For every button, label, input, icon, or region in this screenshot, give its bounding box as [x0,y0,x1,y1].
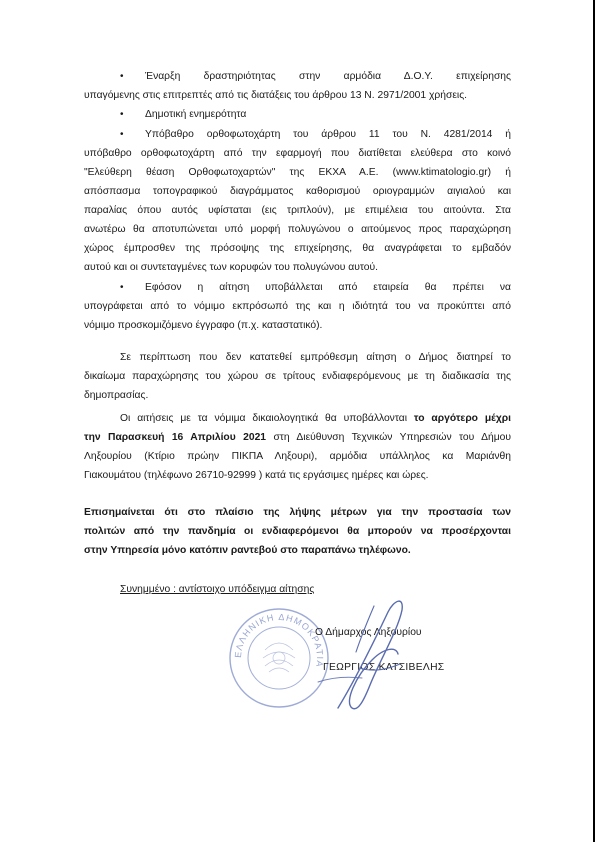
body-line: υπογράφεται από το νόμιμο εκπρόσωπό της και η ιδιότητά του να προκύπτει από [84,301,511,312]
body-line: Γιακουμάτου (τηλέφωνο 26710-92999 ) κατά τις εργάσιμες ημέρες και ώρες. [84,470,429,481]
svg-text:ΕΛΛΗΝΙΚΗ ΔΗΜΟΚΡΑΤΙΑ: ΕΛΛΗΝΙΚΗ ΔΗΜΟΚΡΑΤΙΑ [232,611,326,669]
body-line [120,412,511,425]
body-line: δημοπρασίας. [84,390,149,401]
body-line: δικαίωμα παραχώρησης του χώρου σε τρίτους ενδιαφερόμενους με τη διαδικασία της [84,371,511,382]
body-line: Εφόσον η αίτηση υποβάλλεται από εταιρεία θα πρέπει να [145,282,511,293]
body-line: υπαγόμενης στις επιτρεπτές από τις διατάξεις του άρθρου 13 Ν. 2971/2001 χρήσεις. [84,90,468,101]
body-line: νόμιμο προσκομιζόμενο έγγραφο (π.χ. καταστατικό). [84,320,323,331]
body-line: αυτού και οι συντεταγμένες των κορυφών του πολυγώνου αυτού. [84,262,378,273]
deadline-date: την Παρασκευή 16 Απριλίου 2021 [84,432,267,443]
body-line: ανωτέρω θα αποτυπώνεται υπό μορφή πολυγώνου ο αιτούμενος προς παραχώρηση [84,224,511,235]
body-line: Υπόβαθρο ορθοφωτοχάρτη του άρθρου 11 του Ν. 4281/2014 ή [145,129,511,140]
attachment-note: Συνημμένο : αντίστοιχο υπόδειγμα αίτησης [120,584,315,595]
bullet-marker: • [120,109,124,120]
signatory-title: Ο Δήμαρχος Ληξουρίου [315,627,422,638]
body-line: "Ελεύθερη θέαση Ορθοφωτοχαρτών" της ΕΚΧΑ Α.Ε. (www.ktimatologio.gr) ή [84,167,511,178]
body-line: Ληξουρίου (Κτίριο πρώην ΠΙΚΠΑ Ληξουρι), αρμόδια υπάλληλος κα Μαριάνθη [84,451,511,462]
body-line: Σε περίπτωση που δεν κατατεθεί εμπρόθεσμη αίτηση ο Δήμος διατηρεί το [120,352,511,363]
handwritten-signature [300,590,410,720]
bullet-marker: • [120,71,124,82]
notice-line: Επισημαίνεται ότι στο πλαίσιο της λήψης μέτρων για την προστασία των [84,507,511,518]
body-line [84,431,511,444]
bullet-marker: • [120,282,124,293]
notice-line: πολιτών από την πανδημία οι ενδιαφερόμενοι θα μπορούν να προσέρχονται [84,526,511,537]
body-text: στη Διεύθυνση Τεχνικών Υπηρεσιών του Δήμου [273,432,511,443]
signatory-name: ΓΕΩΡΓΙΟΣ ΚΑΤΣΙΒΕΛΗΣ [323,662,445,673]
body-line: χώρος έμπροσθεν της πρόσοψης της επιχείρησης, θα αναγράφεται το εμβαδόν [84,243,511,254]
deadline-text: το αργότερο μέχρι [413,413,511,424]
body-text: Οι αιτήσεις με τα νόμιμα δικαιολογητικά θα υποβάλλονται [120,413,407,424]
bullet-marker: • [120,129,124,140]
body-line: Δημοτική ενημερότητα [145,109,247,120]
body-line: υπόβαθρο ορθοφωτοχάρτη από την εφαρμογή που διατίθεται ελεύθερα στο κοινό [84,148,511,159]
body-line: απόσπασμα τοπογραφικού διαγράμματος καθορισμού οριογραμμών αιγιαλού και [84,186,511,197]
body-line: Έναρξη δραστηριότητας στην αρμόδια Δ.Ο.Υ. επιχείρησης [145,71,511,82]
body-line: παραλίας όπου αυτός υφίσταται (εις τριπλούν), με επιμέλεια του αιτούντα. Στα [84,205,511,216]
notice-line: στην Υπηρεσία μόνο κατόπιν ραντεβού στο παραπάνω τηλέφωνο. [84,545,411,556]
